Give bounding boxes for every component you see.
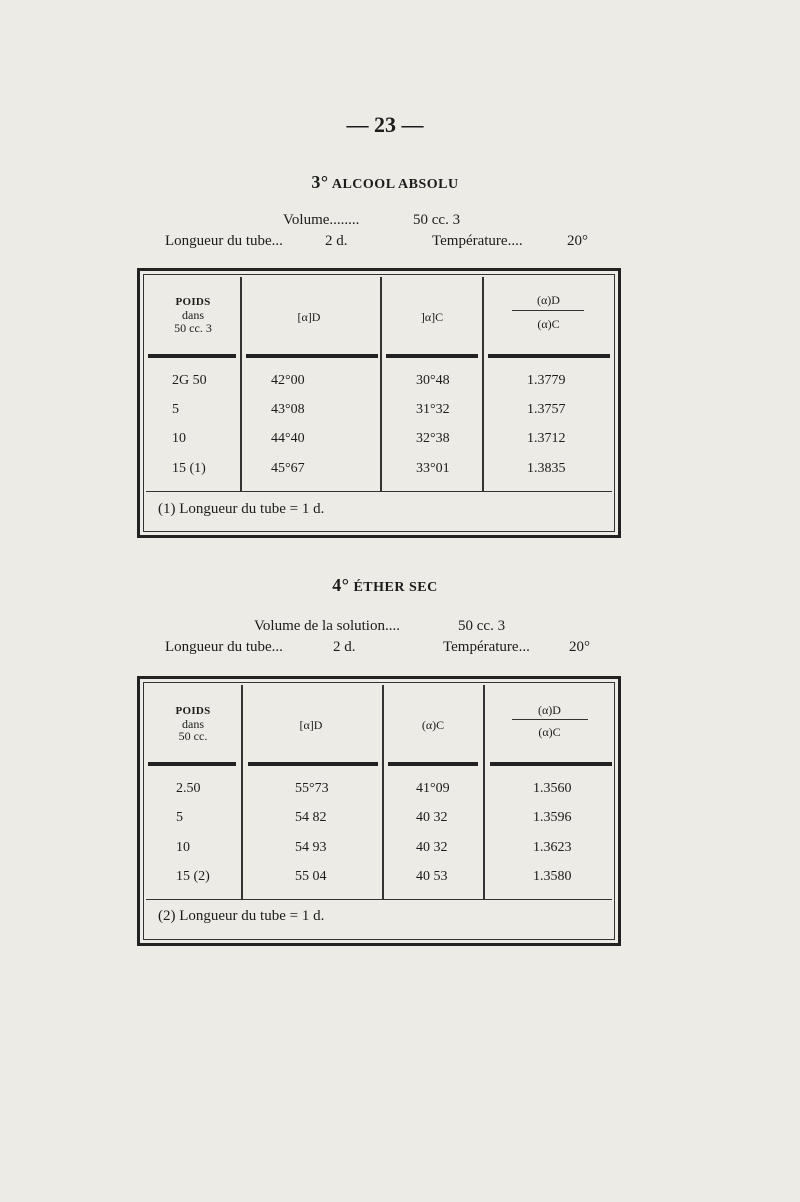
temperature-value: 20°	[569, 639, 590, 655]
cell-alpha-c: 40 32	[416, 840, 448, 855]
header-poids-1: POIDS	[175, 705, 211, 717]
section-number: 3°	[311, 172, 329, 192]
cell-ratio: 1.3757	[527, 402, 566, 417]
footnote: (1) Longueur du tube = 1 d.	[158, 501, 325, 517]
cell-ratio: 1.3580	[533, 869, 572, 884]
header-alpha-d: [α]D	[299, 718, 323, 732]
tube-label: Longueur du tube...	[165, 233, 283, 249]
cell-poids: 15 (1)	[172, 461, 206, 476]
header-ratio-num: (α)D	[538, 703, 561, 717]
header-ratio-den: (α)C	[538, 725, 561, 739]
cell-ratio: 1.3560	[533, 781, 572, 796]
header-ratio-num: (α)D	[537, 293, 560, 307]
cell-ratio: 1.3779	[527, 373, 566, 388]
header-alpha-c: (α)C	[421, 718, 445, 732]
cell-alpha-c: 31°32	[416, 402, 450, 417]
header-alpha-c: ]α]C	[420, 310, 444, 324]
data-table-ether	[137, 676, 621, 946]
cell-poids: 2G 50	[172, 373, 207, 388]
header-poids-2: dans	[182, 308, 204, 322]
section-title-ether	[0, 575, 770, 596]
cell-alpha-d: 45°67	[271, 461, 305, 476]
volume-label: Volume de la solution....	[254, 618, 400, 634]
cell-alpha-d: 55 04	[295, 869, 327, 884]
volume-value: 50 cc. 3	[413, 212, 461, 228]
section-title-text: ALCOOL ABSOLU	[331, 177, 459, 192]
section-title-alcool	[0, 172, 770, 193]
cell-alpha-d: 54 82	[295, 810, 327, 825]
cell-ratio: 1.3835	[527, 461, 566, 476]
cell-alpha-c: 32°38	[416, 431, 450, 446]
tube-value: 2 d.	[325, 233, 348, 249]
tube-value: 2 d.	[333, 639, 356, 655]
cell-alpha-d: 42°00	[271, 373, 305, 388]
data-table-alcool	[137, 268, 621, 538]
cell-poids: 15 (2)	[176, 869, 210, 884]
cell-alpha-d: 44°40	[271, 431, 305, 446]
volume-label: Volume........	[283, 212, 360, 228]
page-number: — 23 —	[346, 112, 424, 137]
temperature-value: 20°	[567, 233, 588, 249]
header-ratio-den: (α)C	[537, 317, 560, 331]
section-title-text: ÉTHER SEC	[353, 580, 438, 595]
cell-alpha-d: 54 93	[295, 840, 327, 855]
temperature-label: Température...	[443, 639, 530, 655]
cell-alpha-d: 43°08	[271, 402, 305, 417]
cell-poids: 5	[172, 402, 179, 417]
header-poids-2: dans	[182, 717, 204, 731]
tube-label: Longueur du tube...	[165, 639, 283, 655]
cell-poids: 10	[176, 840, 190, 855]
footnote: (2) Longueur du tube = 1 d.	[158, 908, 325, 924]
cell-poids: 5	[176, 810, 183, 825]
header-poids-3: 50 cc. 3	[174, 321, 212, 335]
cell-ratio: 1.3712	[527, 431, 566, 446]
header-poids-3: 50 cc.	[178, 729, 208, 743]
volume-value: 50 cc. 3	[458, 618, 506, 634]
header-alpha-d: [α]D	[297, 310, 321, 324]
temperature-label: Température....	[432, 233, 523, 249]
cell-alpha-d: 55°73	[295, 781, 329, 796]
cell-poids: 2.50	[176, 781, 201, 796]
cell-alpha-c: 40 32	[416, 810, 448, 825]
cell-poids: 10	[172, 431, 186, 446]
cell-alpha-c: 33°01	[416, 461, 450, 476]
header-poids-1: POIDS	[175, 296, 211, 308]
cell-alpha-c: 41°09	[416, 781, 450, 796]
cell-ratio: 1.3623	[533, 840, 572, 855]
cell-ratio: 1.3596	[533, 810, 572, 825]
cell-alpha-c: 40 53	[416, 869, 448, 884]
section-number: 4°	[332, 575, 350, 595]
cell-alpha-c: 30°48	[416, 373, 450, 388]
